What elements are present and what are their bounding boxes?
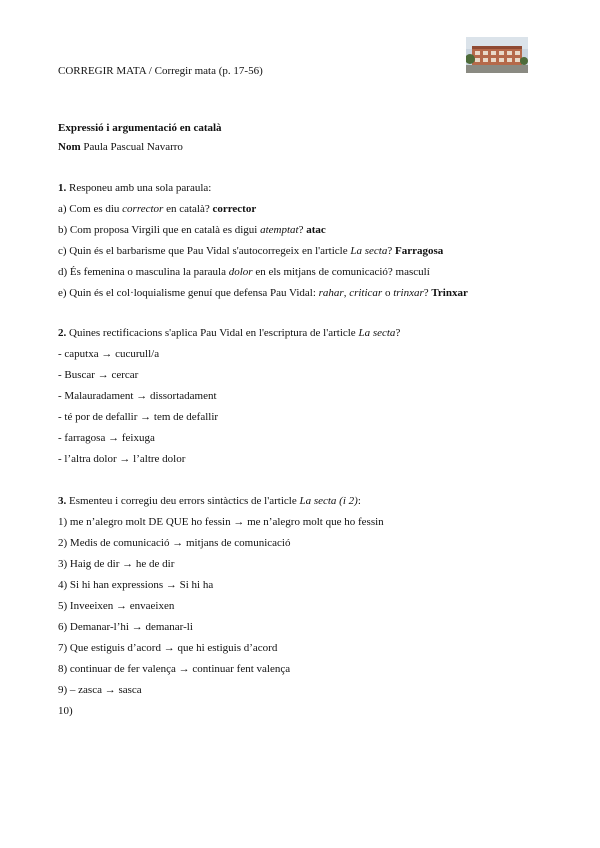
incorrect-form: 5) Inveeixen (58, 600, 114, 612)
question-1-text: Responeu amb una sola paraula: (66, 182, 212, 194)
answer-line (58, 199, 468, 220)
incorrect-form: 2) Medis de comunicació (58, 537, 170, 549)
incorrect-form: 6) Demanar-l’hi (58, 621, 129, 633)
answer-text: en els mitjans de comunicació? masculí (252, 266, 430, 278)
correction-line (58, 554, 384, 575)
question-3-number: 3. (58, 495, 67, 507)
corrected-form: feixuga (121, 432, 155, 444)
term-italic: rahar (318, 287, 344, 299)
arrow-icon: → (165, 579, 177, 591)
arrow-icon: → (140, 411, 152, 423)
arrow-icon: → (136, 390, 148, 402)
incorrect-form: - Buscar (58, 369, 95, 381)
arrow-icon: → (108, 432, 120, 444)
name-value: Paula Pascual Navarro (80, 141, 183, 153)
student-name (58, 141, 183, 153)
correction-line (58, 596, 384, 617)
correction-line (58, 701, 384, 722)
question-3-article-title: La secta (i 2) (299, 495, 358, 507)
corrected-form: cucurull/a (115, 348, 160, 360)
correction-line (58, 575, 384, 596)
correction-line (58, 638, 384, 659)
question-2-answers (58, 344, 400, 470)
question-2 (58, 323, 400, 470)
name-label: Nom (58, 141, 81, 153)
correction-line (58, 407, 400, 428)
page-header: CORREGIR MATA / Corregir mata (p. 17-56) (58, 65, 263, 77)
arrow-icon: → (163, 642, 175, 654)
corrected-form: Si hi ha (179, 579, 214, 591)
answer-line (58, 220, 468, 241)
answer-text: d) És femenina o masculina la paraula (58, 266, 229, 278)
arrow-icon: → (97, 369, 109, 381)
arrow-icon: → (122, 558, 134, 570)
corrected-form: que hi estiguis d’acord (177, 642, 278, 654)
arrow-icon: → (119, 453, 131, 465)
corrected-form: mitjans de comunicació (186, 537, 291, 549)
answer-text: e) Quin és el col·loquialisme genuí que defensa Pau Vidal: (58, 287, 319, 299)
answer-line (58, 241, 468, 262)
question-2-number: 2. (58, 327, 67, 339)
term-italic: dolor (228, 266, 253, 278)
question-3-answers (58, 512, 384, 722)
corrected-form: envaeixen (129, 600, 175, 612)
question-1-answers (58, 199, 468, 304)
answer-bold: Farragosa (394, 245, 444, 257)
arrow-icon: → (101, 348, 113, 360)
corrected-form: tem de defallir (153, 411, 219, 423)
answer-line (58, 262, 468, 283)
arrow-icon: → (178, 663, 190, 675)
arrow-icon: → (104, 684, 116, 696)
correction-line (58, 449, 400, 470)
answer-text: ? (298, 224, 307, 236)
question-2-text: Quines rectificacions s'aplica Pau Vidal en l'escriptura de l'article (66, 327, 359, 339)
correction-line (58, 512, 384, 533)
answer-bold: corrector (212, 203, 257, 215)
arrow-icon: → (131, 621, 143, 633)
question-1-heading (58, 178, 468, 199)
question-1-number: 1. (58, 182, 67, 194)
incorrect-form: 7) Que estiguis d’acord (58, 642, 161, 654)
term-italic: atemptat (260, 224, 299, 236)
term-italic: trinxar (393, 287, 424, 299)
incorrect-form: - l’altra dolor (58, 453, 117, 465)
question-2-article-title: La secta (358, 327, 396, 339)
corrected-form: cercar (111, 369, 139, 381)
question-3-heading (58, 491, 384, 512)
arrow-icon: → (233, 516, 245, 528)
incorrect-form: - caputxa (58, 348, 99, 360)
corrected-form: continuar fent valença (192, 663, 291, 675)
incorrect-form: - té por de defallir (58, 411, 138, 423)
correction-line (58, 386, 400, 407)
question-3-text-end: : (357, 495, 361, 507)
answer-line (58, 283, 468, 304)
term-italic: corrector (122, 203, 164, 215)
term-italic: La secta (350, 245, 388, 257)
arrow-icon: → (172, 537, 184, 549)
answer-bold: atac (306, 224, 326, 236)
incorrect-form: - farragosa (58, 432, 106, 444)
answer-text: ? (423, 287, 432, 299)
correction-line (58, 344, 400, 365)
correction-line (58, 617, 384, 638)
incorrect-form: 9) – zasca (58, 684, 102, 696)
incorrect-form: 1) me n’alegro molt DE QUE ho fessin (58, 516, 231, 528)
question-3-text: Esmenteu i corregiu deu errors sintàctics de l'article (66, 495, 300, 507)
answer-text: o (382, 287, 394, 299)
answer-text: ? (387, 245, 395, 257)
corrected-form: me n’alegro molt que ho fessin (247, 516, 384, 528)
answer-text: b) Com proposa Virgili que en català es digui (58, 224, 261, 236)
corrected-form: l’altre dolor (133, 453, 186, 465)
question-2-text-end: ? (395, 327, 401, 339)
document-title: Expressió i argumentació en català (58, 122, 222, 134)
corrected-form: demanar-li (145, 621, 193, 633)
corrected-form: he de dir (135, 558, 175, 570)
incorrect-form: 3) Haig de dir (58, 558, 120, 570)
correction-line (58, 533, 384, 554)
arrow-icon: → (116, 600, 128, 612)
term-italic: criticar (349, 287, 383, 299)
question-1 (58, 178, 468, 304)
incorrect-form: 4) Si hi han expressions (58, 579, 164, 591)
answer-text: a) Com es diu (58, 203, 123, 215)
question-3 (58, 491, 384, 722)
incorrect-form: 8) continuar de fer valença (58, 663, 176, 675)
answer-text: , (343, 287, 350, 299)
incorrect-form: 10) (58, 705, 73, 717)
correction-line (58, 365, 400, 386)
building-photo (466, 37, 528, 73)
correction-line (58, 680, 384, 701)
incorrect-form: - Malauradament (58, 390, 134, 402)
question-2-heading (58, 323, 400, 344)
answer-bold: Trinxar (431, 287, 468, 299)
corrected-form: sasca (118, 684, 142, 696)
answer-text: en català? (163, 203, 213, 215)
corrected-form: dissortadament (149, 390, 217, 402)
answer-text: c) Quin és el barbarisme que Pau Vidal s'autocorregeix en l'article (58, 245, 351, 257)
correction-line (58, 428, 400, 449)
correction-line (58, 659, 384, 680)
